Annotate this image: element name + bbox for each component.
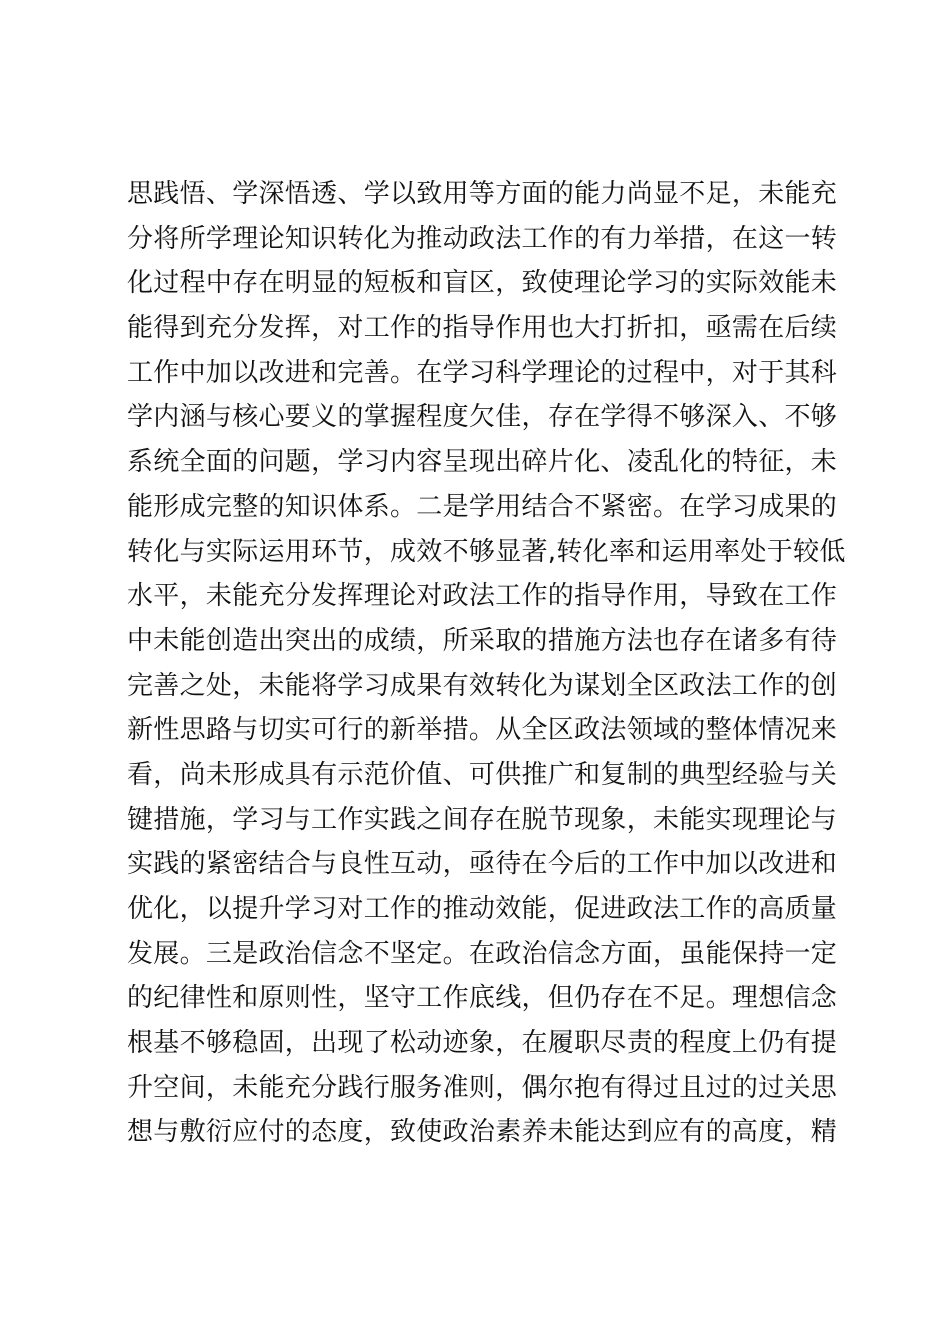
text-line: 水平，未能充分发挥理论对政法工作的指导作用，导致在工作	[127, 581, 838, 612]
text-line: 系统全面的问题，学习内容呈现出碎片化、凌乱化的特征，未	[127, 447, 838, 478]
body-text	[127, 172, 846, 1155]
text-line: 转化与实际运用环节，成效不够显著,转化率和运用率处于较低	[127, 536, 846, 567]
text-line: 工作中加以改进和完善。在学习科学理论的过程中，对于其科	[127, 357, 838, 388]
text-line: 学内涵与核心要义的掌握程度欠佳，存在学得不够深入、不够	[127, 402, 838, 433]
text-line: 优化，以提升学习对工作的推动效能，促进政法工作的高质量	[127, 894, 838, 924]
text-line: 升空间，未能充分践行服务准则，偶尔抱有得过且过的过关思	[127, 1072, 838, 1103]
text-line: 看，尚未形成具有示范价值、可供推广和复制的典型经验与关	[127, 759, 838, 790]
text-line: 完善之处，未能将学习成果有效转化为谋划全区政法工作的创	[127, 670, 838, 701]
text-line: 实践的紧密结合与良性互动，亟待在今后的工作中加以改进和	[127, 849, 838, 880]
text-line: 新性思路与切实可行的新举措。从全区政法领域的整体情况来	[127, 715, 838, 746]
text-line: 思践悟、学深悟透、学以致用等方面的能力尚显不足，未能充	[127, 179, 838, 209]
text-line: 想与敷衍应付的态度，致使政治素养未能达到应有的高度，精	[127, 1117, 838, 1148]
text-line: 能形成完整的知识体系。二是学用结合不紧密。在学习成果的	[127, 491, 838, 522]
text-line: 化过程中存在明显的短板和盲区，致使理论学习的实际效能未	[127, 268, 838, 299]
text-line: 分将所学理论知识转化为推动政法工作的有力举措，在这一转	[127, 223, 838, 254]
text-line: 能得到充分发挥，对工作的指导作用也大打折扣，亟需在后续	[127, 313, 838, 344]
text-line: 根基不够稳固，出现了松动迹象，在履职尽责的程度上仍有提	[127, 1028, 838, 1059]
text-line: 发展。三是政治信念不坚定。在政治信念方面，虽能保持一定	[127, 938, 838, 969]
text-line: 中未能创造出突出的成绩，所采取的措施方法也存在诸多有待	[127, 625, 838, 656]
text-line: 键措施，学习与工作实践之间存在脱节现象，未能实现理论与	[127, 804, 838, 835]
text-line: 的纪律性和原则性，坚守工作底线，但仍存在不足。理想信念	[127, 983, 838, 1014]
